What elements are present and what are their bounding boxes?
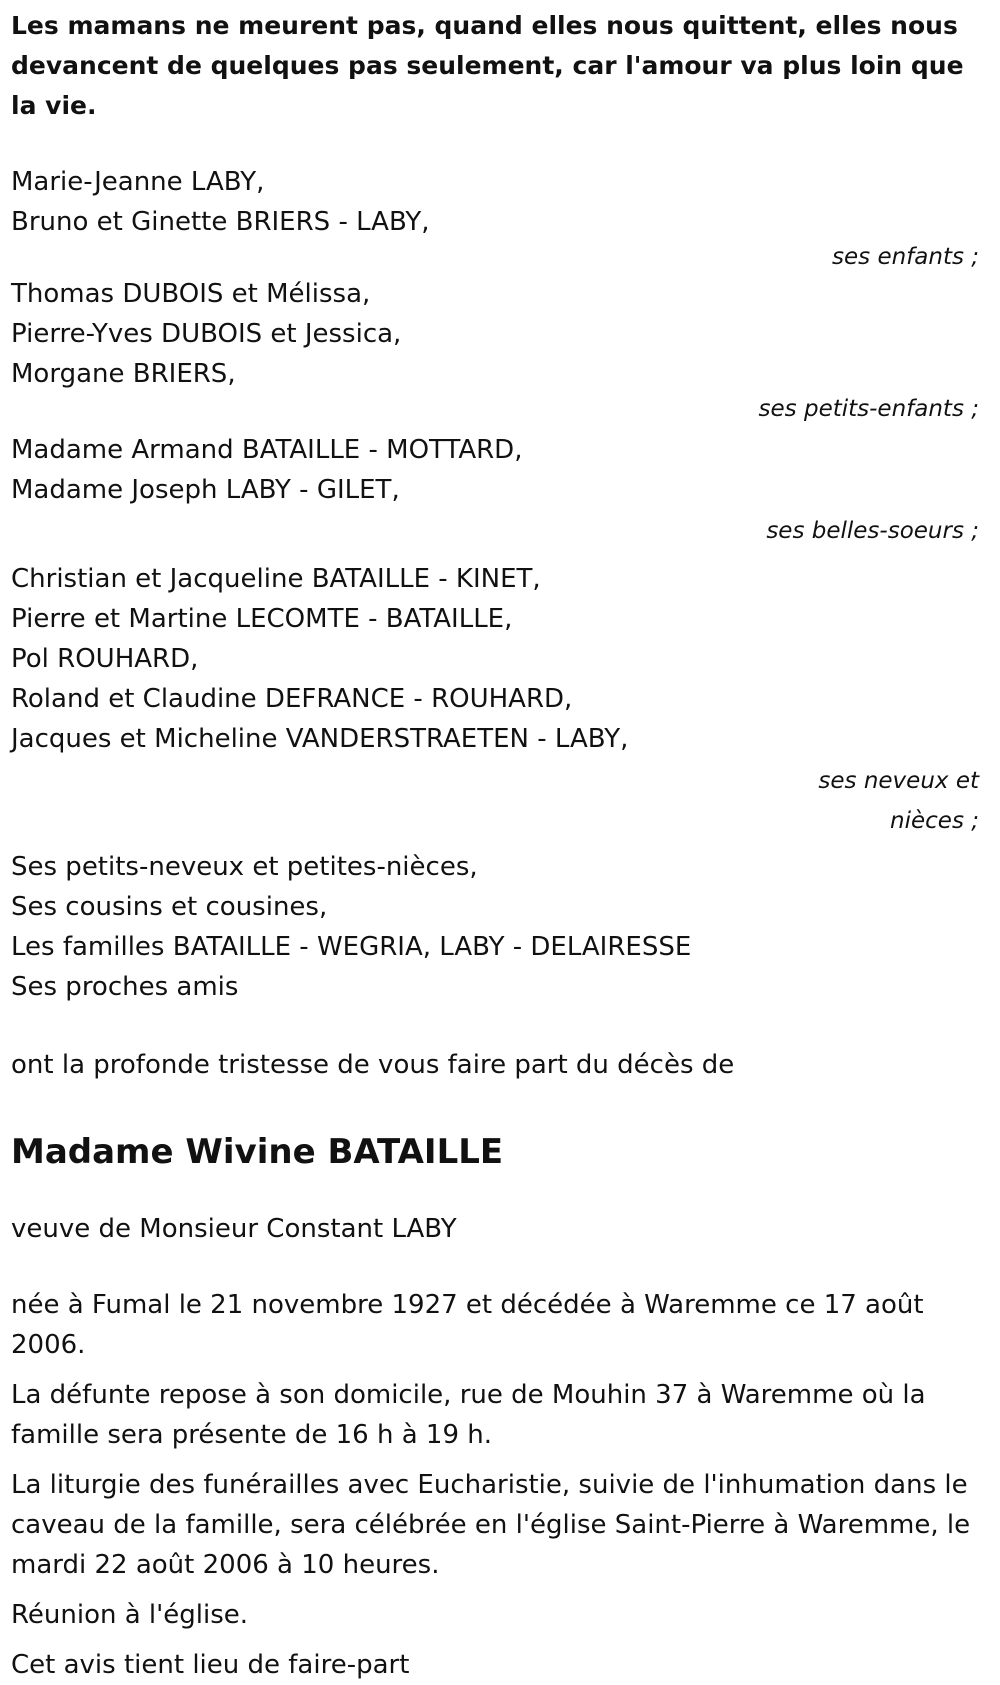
children-name: Marie-Jeanne LABY, [11,167,265,197]
children-name: Bruno et Ginette BRIERS - LABY, [11,207,430,237]
relation-sisters-in-law: ses belles-soeurs ; [766,518,979,544]
grandchild-name: Morgane BRIERS, [11,359,236,389]
grandchild-name: Pierre-Yves DUBOIS et Jessica, [11,319,402,349]
other-relative-line: Ses cousins et cousines, [11,892,328,922]
sister-in-law-name: Madame Armand BATAILLE - MOTTARD, [11,435,523,465]
rest-paragraph: La défunte repose à son domicile, rue de Mouhin 37 à Waremme où la famille sera présente de 16 h à 19 h. [11,1380,926,1450]
relation-nephews [11,761,990,841]
children-group [11,162,990,242]
widow-of-text: veuve de Monsieur Constant LABY [11,1214,457,1244]
deceased-name: Madame Wivine BATAILLE [11,1132,504,1172]
sister-in-law-name: Madame Joseph LABY - GILET, [11,475,400,505]
sisters-in-law-group [11,430,990,510]
nephews-group [11,559,990,759]
relation-grandchildren: ses petits-enfants ; [758,396,979,422]
meeting-paragraph: Réunion à l'église. [11,1600,249,1630]
notice-paragraph: Cet avis tient lieu de faire-part [11,1650,410,1680]
nephew-name: Jacques et Micheline VANDERSTRAETEN - LABY, [11,724,629,754]
other-relatives-group [11,847,990,1007]
announcement-text: ont la profonde tristesse de vous faire part du décès de [11,1050,735,1080]
relation-nephews-line2: nièces ; [890,808,979,834]
nephew-name: Christian et Jacqueline BATAILLE - KINET, [11,564,541,594]
nephew-name: Roland et Claudine DEFRANCE - ROUHARD, [11,684,573,714]
birth-death-paragraph: née à Fumal le 21 novembre 1927 et décédée à Waremme ce 17 août 2006. [11,1290,924,1360]
nephew-name: Pol ROUHARD, [11,644,199,674]
other-relative-line: Les familles BATAILLE - WEGRIA, LABY - DELAIRESSE [11,932,692,962]
relation-children: ses enfants ; [832,244,979,270]
opening-quote: Les mamans ne meurent pas, quand elles nous quittent, elles nous devancent de quelques pas seulement, car l'amour va plus loin que la vie. [11,11,964,120]
nephew-name: Pierre et Martine LECOMTE - BATAILLE, [11,604,513,634]
liturgy-paragraph: La liturgie des funérailles avec Eucharistie, suivie de l'inhumation dans le caveau de la famille, sera célébrée en l'église Saint-Pierre à Waremme, le mardi 22 août 2006 à 10 heures. [11,1470,971,1580]
other-relative-line: Ses petits-neveux et petites-nièces, [11,852,478,882]
grandchildren-group [11,274,990,394]
relation-nephews-line1: ses neveux et [818,768,979,794]
other-relative-line: Ses proches amis [11,972,239,1002]
grandchild-name: Thomas DUBOIS et Mélissa, [11,279,371,309]
